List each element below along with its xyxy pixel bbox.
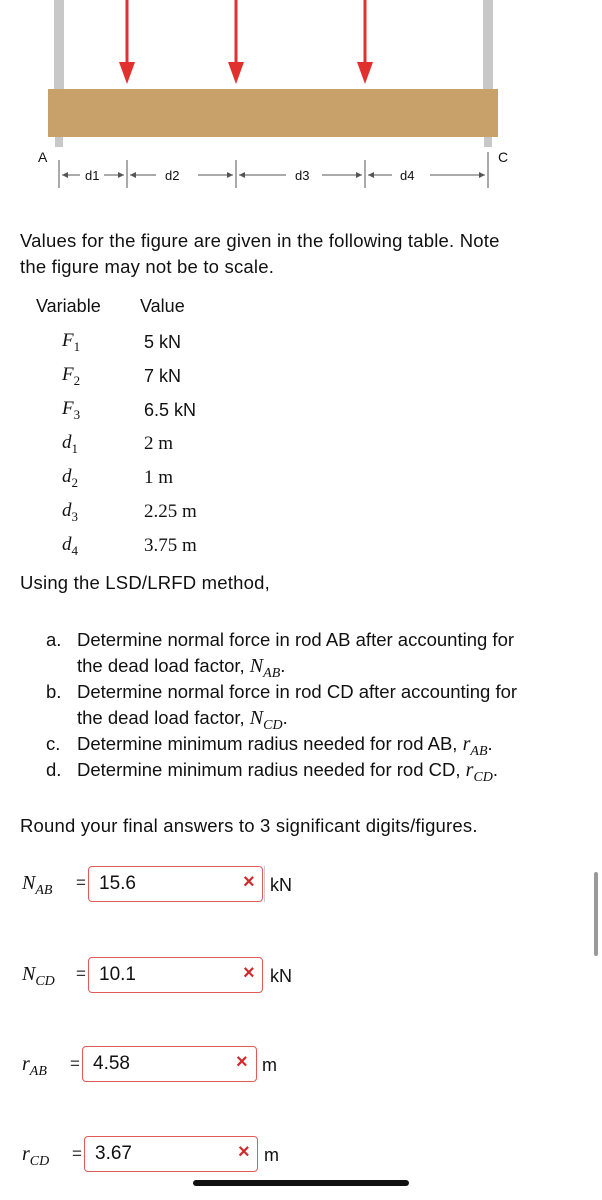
table-header-variable: Variable: [36, 296, 101, 316]
force-arrow-f1: [119, 0, 135, 84]
incorrect-icon: ×: [236, 1051, 248, 1073]
beam: [48, 89, 498, 137]
answer-label-rcd: $r_{CD}$: [22, 1143, 50, 1169]
question-text: Determine minimum radius needed for rod CD, $r_{CD}$.: [77, 759, 499, 785]
incorrect-icon: ×: [238, 1141, 250, 1163]
question-marker: b.: [46, 681, 62, 702]
incorrect-icon: ×: [243, 871, 255, 893]
intro-line-2: the figure may not be to scale.: [20, 256, 275, 277]
table-row-value: 2.25 m: [144, 501, 197, 522]
scrollbar-thumb[interactable]: [594, 872, 598, 956]
question-text: Determine normal force in rod CD after accounting for: [77, 681, 518, 702]
table-header-value: Value: [140, 296, 185, 316]
equals-sign: =: [72, 1144, 82, 1163]
rod-ab: [54, 0, 64, 92]
equals-sign: =: [76, 964, 86, 983]
question-text: the dead load factor, $N_{CD}$.: [77, 707, 288, 733]
answer-label-nab: $N_{AB}$: [22, 872, 53, 898]
round-instruction: Round your final answers to 3 significant digits/figures.: [20, 815, 478, 836]
label-point-c: C: [498, 149, 509, 165]
question-marker: a.: [46, 629, 62, 650]
beam-diagram: [0, 0, 602, 200]
answer-input-nab[interactable]: 15.6: [88, 866, 263, 902]
home-indicator[interactable]: [193, 1180, 409, 1186]
table-row-value: 6.5 kN: [144, 400, 197, 420]
question-text: Determine normal force in rod AB after accounting for: [77, 629, 515, 650]
intro-line-1: Values for the figure are given in the following table. Note: [20, 230, 500, 251]
table-row-value: 1 m: [144, 467, 174, 488]
table-row-var: $d_1$: [62, 432, 78, 456]
answer-label-rab: $r_{AB}$: [22, 1053, 47, 1079]
answer-unit: kN: [270, 875, 292, 895]
answer-input-rab[interactable]: 4.58: [82, 1046, 257, 1082]
equals-sign: =: [76, 873, 86, 892]
question-marker: d.: [46, 759, 62, 780]
table-row-value: 2 m: [144, 433, 174, 454]
question-text: the dead load factor, $N_{AB}$.: [77, 655, 286, 681]
answer-unit: m: [262, 1055, 277, 1075]
force-arrow-f2: [228, 0, 244, 84]
method-text: Using the LSD/LRFD method,: [20, 572, 270, 593]
force-arrow-f3: [357, 0, 373, 84]
beam-figure: [0, 0, 602, 200]
answer-input-rcd[interactable]: 3.67: [84, 1136, 258, 1172]
table-row-var: $F_1$: [62, 330, 81, 354]
answer-input-ncd[interactable]: 10.1: [88, 957, 263, 993]
table-row-value: 7 kN: [144, 366, 182, 386]
table-row-var: $F_3$: [62, 398, 81, 422]
equals-sign: =: [70, 1054, 80, 1073]
table-row-var: $d_3$: [62, 500, 78, 524]
answer-label-ncd: $N_{CD}$: [22, 963, 55, 989]
label-d2: d2: [165, 168, 180, 183]
label-point-a: A: [38, 149, 48, 165]
answer-unit: m: [264, 1145, 279, 1165]
rod-cd: [483, 0, 493, 92]
table-row-value: 3.75 m: [144, 535, 197, 556]
incorrect-icon: ×: [243, 962, 255, 984]
label-d3: d3: [295, 168, 310, 183]
label-d1: d1: [85, 168, 100, 183]
table-row-value: 5 kN: [144, 332, 182, 352]
table-row-var: $F_2$: [62, 364, 81, 388]
question-text: Determine minimum radius needed for rod AB, $r_{AB}$.: [77, 733, 493, 759]
answer-unit: kN: [270, 966, 292, 986]
question-marker: c.: [46, 733, 61, 754]
table-row-var: $d_2$: [62, 466, 78, 490]
label-d4: d4: [400, 168, 415, 183]
table-row-var: $d_4$: [62, 534, 78, 558]
